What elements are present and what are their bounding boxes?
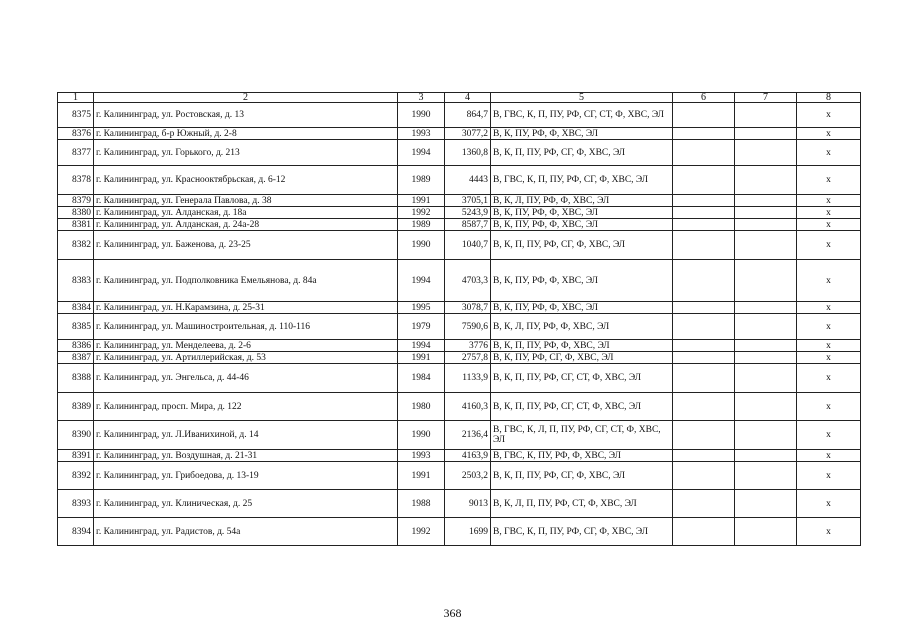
works-cell: В, К, Л, ПУ, РФ, Ф, ХВС, ЭЛ	[491, 195, 673, 207]
col7-cell	[735, 195, 797, 207]
area-cell: 8587,7	[445, 219, 491, 231]
address-cell: г. Калининград, ул. Менделеева, д. 2-6	[94, 340, 398, 352]
area-cell: 1133,9	[445, 364, 491, 393]
table-row	[58, 314, 861, 340]
year-cell: 1991	[398, 352, 445, 364]
col8-cell: х	[797, 302, 861, 314]
col8-cell: х	[797, 219, 861, 231]
works-cell: В, К, П, ПУ, РФ, СГ, СТ, Ф, ХВС, ЭЛ	[491, 393, 673, 421]
table-row	[58, 260, 861, 302]
col6-cell	[673, 393, 735, 421]
row-number: 8376	[58, 128, 94, 140]
row-number: 8389	[58, 393, 94, 421]
table-row	[58, 421, 861, 450]
row-number: 8378	[58, 166, 94, 195]
row-number: 8375	[58, 103, 94, 128]
header-cell: 8	[797, 93, 861, 103]
address-cell: г. Калининград, ул. Клиническая, д. 25	[94, 490, 398, 518]
year-cell: 1992	[398, 518, 445, 546]
col7-cell	[735, 103, 797, 128]
year-cell: 1979	[398, 314, 445, 340]
col7-cell	[735, 340, 797, 352]
area-cell: 3078,7	[445, 302, 491, 314]
col7-cell	[735, 314, 797, 340]
col6-cell	[673, 450, 735, 462]
col8-cell: х	[797, 103, 861, 128]
col8-cell: х	[797, 128, 861, 140]
address-cell: г. Калининград, ул. Алданская, д. 18а	[94, 207, 398, 219]
col7-cell	[735, 207, 797, 219]
row-number: 8385	[58, 314, 94, 340]
year-cell: 1993	[398, 450, 445, 462]
col8-cell: х	[797, 490, 861, 518]
area-cell: 1699	[445, 518, 491, 546]
works-cell: В, К, ПУ, РФ, СГ, Ф, ХВС, ЭЛ	[491, 352, 673, 364]
col7-cell	[735, 462, 797, 490]
area-cell: 7590,6	[445, 314, 491, 340]
row-number: 8390	[58, 421, 94, 450]
col6-cell	[673, 302, 735, 314]
col8-cell: х	[797, 462, 861, 490]
table-row	[58, 103, 861, 128]
table-row	[58, 364, 861, 393]
row-number: 8391	[58, 450, 94, 462]
table-row	[58, 140, 861, 166]
document-table	[57, 92, 861, 546]
table-row	[58, 352, 861, 364]
col6-cell	[673, 195, 735, 207]
col6-cell	[673, 314, 735, 340]
col8-cell: х	[797, 207, 861, 219]
works-cell: В, К, П, ПУ, РФ, СГ, СТ, Ф, ХВС, ЭЛ	[491, 364, 673, 393]
address-cell: г. Калининград, ул. Артиллерийская, д. 53	[94, 352, 398, 364]
works-cell: В, ГВС, К, П, ПУ, РФ, СГ, Ф, ХВС, ЭЛ	[491, 518, 673, 546]
works-cell: В, К, П, ПУ, РФ, СГ, Ф, ХВС, ЭЛ	[491, 462, 673, 490]
year-cell: 1990	[398, 103, 445, 128]
year-cell: 1991	[398, 195, 445, 207]
table-row	[58, 490, 861, 518]
col6-cell	[673, 364, 735, 393]
works-cell: В, К, ПУ, РФ, Ф, ХВС, ЭЛ	[491, 219, 673, 231]
area-cell: 3776	[445, 340, 491, 352]
col7-cell	[735, 219, 797, 231]
area-cell: 4443	[445, 166, 491, 195]
area-cell: 9013	[445, 490, 491, 518]
row-number: 8388	[58, 364, 94, 393]
col8-cell: х	[797, 195, 861, 207]
col6-cell	[673, 219, 735, 231]
works-cell: В, ГВС, К, Л, П, ПУ, РФ, СГ, СТ, Ф, ХВС, ЭЛ	[491, 421, 673, 450]
col8-cell: х	[797, 393, 861, 421]
area-cell: 3705,1	[445, 195, 491, 207]
col6-cell	[673, 103, 735, 128]
col7-cell	[735, 393, 797, 421]
col6-cell	[673, 231, 735, 260]
works-cell: В, К, П, ПУ, РФ, СГ, Ф, ХВС, ЭЛ	[491, 231, 673, 260]
year-cell: 1994	[398, 260, 445, 302]
row-number: 8377	[58, 140, 94, 166]
col7-cell	[735, 140, 797, 166]
year-cell: 1995	[398, 302, 445, 314]
works-cell: В, К, ПУ, РФ, Ф, ХВС, ЭЛ	[491, 302, 673, 314]
header-cell: 6	[673, 93, 735, 103]
col6-cell	[673, 166, 735, 195]
address-cell: г. Калининград, ул. Подполковника Емельянова, д. 84а	[94, 260, 398, 302]
row-number: 8383	[58, 260, 94, 302]
col6-cell	[673, 340, 735, 352]
table-header-row	[58, 93, 861, 103]
col8-cell: х	[797, 518, 861, 546]
year-cell: 1994	[398, 340, 445, 352]
address-cell: г. Калининград, ул. Грибоедова, д. 13-19	[94, 462, 398, 490]
row-number: 8394	[58, 518, 94, 546]
header-cell: 1	[58, 93, 94, 103]
col7-cell	[735, 490, 797, 518]
row-number: 8382	[58, 231, 94, 260]
table-row	[58, 450, 861, 462]
address-cell: г. Калининград, ул. Баженова, д. 23-25	[94, 231, 398, 260]
col6-cell	[673, 518, 735, 546]
col7-cell	[735, 128, 797, 140]
address-cell: г. Калининград, ул. Энгельса, д. 44-46	[94, 364, 398, 393]
area-cell: 864,7	[445, 103, 491, 128]
works-cell: В, ГВС, К, П, ПУ, РФ, СГ, СТ, Ф, ХВС, ЭЛ	[491, 103, 673, 128]
year-cell: 1980	[398, 393, 445, 421]
year-cell: 1994	[398, 140, 445, 166]
col7-cell	[735, 450, 797, 462]
header-cell: 7	[735, 93, 797, 103]
address-cell: г. Калининград, ул. Алданская, д. 24а-28	[94, 219, 398, 231]
header-cell: 3	[398, 93, 445, 103]
table-row	[58, 518, 861, 546]
col7-cell	[735, 166, 797, 195]
row-number: 8387	[58, 352, 94, 364]
col7-cell	[735, 260, 797, 302]
area-cell: 4160,3	[445, 393, 491, 421]
area-cell: 5243,9	[445, 207, 491, 219]
row-number: 8392	[58, 462, 94, 490]
works-cell: В, К, ПУ, РФ, Ф, ХВС, ЭЛ	[491, 207, 673, 219]
year-cell: 1984	[398, 364, 445, 393]
year-cell: 1991	[398, 462, 445, 490]
works-cell: В, К, П, ПУ, РФ, СГ, Ф, ХВС, ЭЛ	[491, 140, 673, 166]
address-cell: г. Калининград, ул. Машиностроительная, д. 110-116	[94, 314, 398, 340]
address-cell: г. Калининград, ул. Горького, д. 213	[94, 140, 398, 166]
col8-cell: х	[797, 450, 861, 462]
col6-cell	[673, 260, 735, 302]
table-row	[58, 231, 861, 260]
table-row	[58, 128, 861, 140]
works-cell: В, ГВС, К, ПУ, РФ, Ф, ХВС, ЭЛ	[491, 450, 673, 462]
col6-cell	[673, 421, 735, 450]
col8-cell: х	[797, 231, 861, 260]
address-cell: г. Калининград, ул. Ростовская, д. 13	[94, 103, 398, 128]
area-cell: 3077,2	[445, 128, 491, 140]
year-cell: 1989	[398, 166, 445, 195]
page-number: 368	[443, 606, 462, 620]
col6-cell	[673, 140, 735, 166]
row-number: 8384	[58, 302, 94, 314]
area-cell: 2757,8	[445, 352, 491, 364]
row-number: 8381	[58, 219, 94, 231]
works-cell: В, К, Л, П, ПУ, РФ, СТ, Ф, ХВС, ЭЛ	[491, 490, 673, 518]
address-cell: г. Калининград, ул. Краснооктябрьская, д. 6-12	[94, 166, 398, 195]
area-cell: 2503,2	[445, 462, 491, 490]
year-cell: 1990	[398, 231, 445, 260]
col6-cell	[673, 207, 735, 219]
col6-cell	[673, 462, 735, 490]
col8-cell: х	[797, 166, 861, 195]
area-cell: 1040,7	[445, 231, 491, 260]
col8-cell: х	[797, 314, 861, 340]
row-number: 8386	[58, 340, 94, 352]
col7-cell	[735, 352, 797, 364]
row-number: 8380	[58, 207, 94, 219]
col8-cell: х	[797, 352, 861, 364]
col8-cell: х	[797, 340, 861, 352]
year-cell: 1992	[398, 207, 445, 219]
col7-cell	[735, 421, 797, 450]
col8-cell: х	[797, 421, 861, 450]
header-cell: 2	[94, 93, 398, 103]
col7-cell	[735, 302, 797, 314]
table-row	[58, 302, 861, 314]
col7-cell	[735, 231, 797, 260]
table-row	[58, 462, 861, 490]
row-number: 8393	[58, 490, 94, 518]
year-cell: 1988	[398, 490, 445, 518]
col8-cell: х	[797, 140, 861, 166]
col8-cell: х	[797, 364, 861, 393]
area-cell: 2136,4	[445, 421, 491, 450]
address-cell: г. Калининград, ул. Л.Иванихиной, д. 14	[94, 421, 398, 450]
address-cell: г. Калининград, ул. Радистов, д. 54а	[94, 518, 398, 546]
works-cell: В, К, ПУ, РФ, Ф, ХВС, ЭЛ	[491, 128, 673, 140]
address-cell: г. Калининград, ул. Воздушная, д. 21-31	[94, 450, 398, 462]
table-row	[58, 166, 861, 195]
table-row	[58, 207, 861, 219]
area-cell: 4703,3	[445, 260, 491, 302]
address-cell: г. Калининград, б-р Южный, д. 2-8	[94, 128, 398, 140]
area-cell: 1360,8	[445, 140, 491, 166]
works-cell: В, ГВС, К, П, ПУ, РФ, СГ, Ф, ХВС, ЭЛ	[491, 166, 673, 195]
year-cell: 1993	[398, 128, 445, 140]
col7-cell	[735, 518, 797, 546]
col7-cell	[735, 364, 797, 393]
col6-cell	[673, 128, 735, 140]
header-cell: 4	[445, 93, 491, 103]
col6-cell	[673, 352, 735, 364]
row-number: 8379	[58, 195, 94, 207]
table-row	[58, 219, 861, 231]
works-cell: В, К, ПУ, РФ, Ф, ХВС, ЭЛ	[491, 260, 673, 302]
table-row	[58, 393, 861, 421]
address-cell: г. Калининград, ул. Генерала Павлова, д. 38	[94, 195, 398, 207]
address-cell: г. Калининград, ул. Н.Карамзина, д. 25-31	[94, 302, 398, 314]
address-cell: г. Калининград, просп. Мира, д. 122	[94, 393, 398, 421]
col6-cell	[673, 490, 735, 518]
works-cell: В, К, П, ПУ, РФ, Ф, ХВС, ЭЛ	[491, 340, 673, 352]
header-cell: 5	[491, 93, 673, 103]
table-row	[58, 340, 861, 352]
year-cell: 1990	[398, 421, 445, 450]
year-cell: 1989	[398, 219, 445, 231]
works-cell: В, К, Л, ПУ, РФ, Ф, ХВС, ЭЛ	[491, 314, 673, 340]
table-row	[58, 195, 861, 207]
col8-cell: х	[797, 260, 861, 302]
area-cell: 4163,9	[445, 450, 491, 462]
